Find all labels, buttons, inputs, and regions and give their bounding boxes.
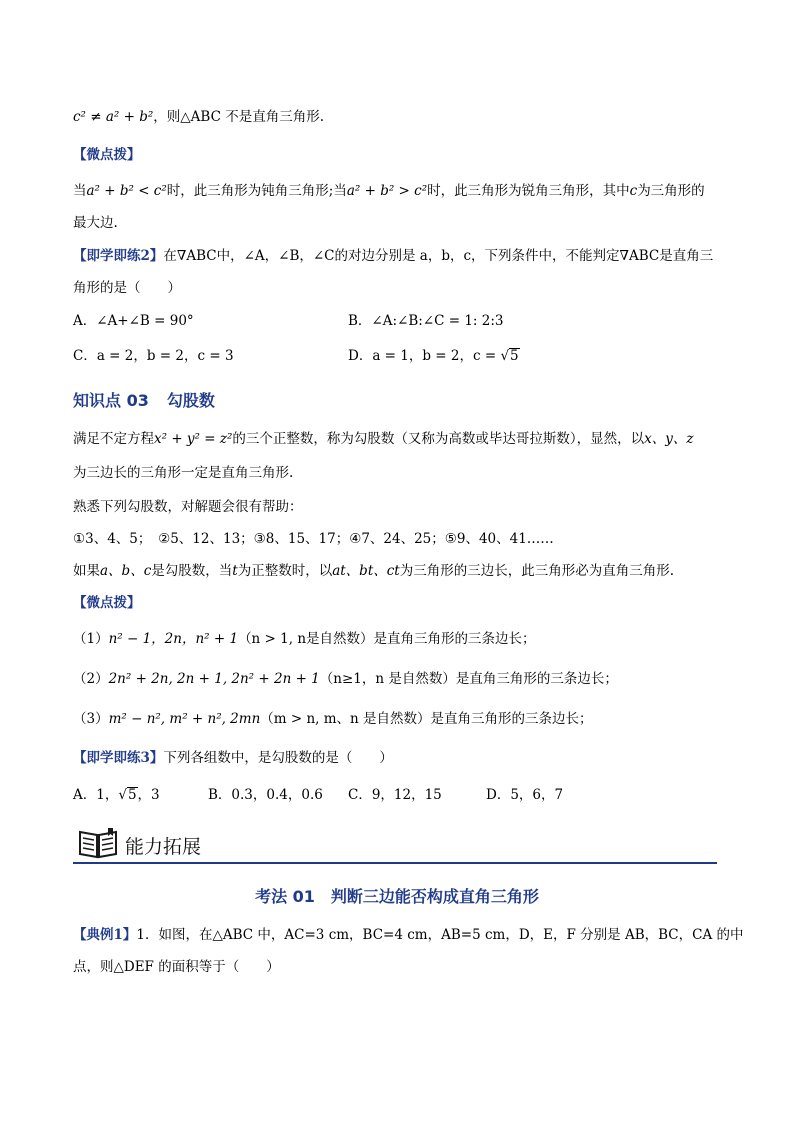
tip1-line2: 最大边. — [73, 215, 118, 231]
kp-triples-list: ①3、4、5； ②5、12、13；③8、15、17；④7、24、25；⑤9、40、41…… — [73, 531, 554, 547]
kp5-var-t: t — [232, 563, 238, 579]
exercise2-line2: 角形的是（ ） — [73, 280, 181, 296]
tip1-text-a: 当 — [73, 183, 87, 199]
item3-formula: m² − n², m² + n², 2mn — [108, 711, 261, 727]
tip1-var-c: c — [629, 183, 638, 199]
example1-question: 1．如图，在△ABC 中，AC=3 cm，BC=4 cm，AB=5 cm，D，E，F 分别是 AB，BC，CA 的中 — [136, 927, 744, 943]
banner-divider — [73, 862, 717, 864]
option-a-prefix: A．1， — [73, 787, 119, 803]
tip1-text-c: 时，此三角形为锐角三角形，其中 — [427, 183, 630, 199]
example1-line1 — [73, 926, 744, 944]
sqrt-symbol: √ — [500, 348, 510, 364]
exercise2-option-c: C．a = 2，b = 2，c = 3 — [73, 348, 234, 364]
kp-line1 — [73, 430, 723, 448]
tip-label-1: 【微点拨】 — [73, 147, 141, 163]
tip2-item2 — [73, 670, 723, 688]
item1-prefix: （1） — [73, 631, 109, 647]
kp5-text-b: 是勾股数，当 — [151, 563, 233, 579]
example1-line2: 点，则△DEF 的面积等于（ ） — [73, 959, 280, 975]
kp5-text-d: 为三角形的三边长，此三角形必为直角三角形. — [399, 563, 675, 579]
kp5-text-a: 如果 — [73, 563, 100, 579]
kp-line2: 为三边长的三角形一定是直角三角形. — [73, 465, 294, 481]
exercise3-option-a — [73, 786, 160, 804]
exercise3-question: 下列各组数中，是勾股数的是（ ） — [163, 750, 393, 766]
knowledge-point-number: 知识点 03 — [73, 391, 149, 410]
exercise2-option-d — [348, 347, 520, 365]
sqrt-radicand: 5 — [127, 787, 137, 803]
kp5-vars: a、b、c — [100, 563, 152, 579]
kp-vars: x、y、z — [644, 431, 694, 447]
tip1-formula-1: a² + b² < c² — [86, 183, 167, 199]
exercise3-option-c: C．9，12，15 — [348, 787, 442, 803]
intro-line — [73, 108, 723, 126]
kp-line3: 熟悉下列勾股数，对解题会很有帮助： — [73, 499, 303, 515]
sqrt-radicand: 5 — [510, 348, 519, 364]
tip1-text-b: 时，此三角形为钝角三角形;当 — [166, 183, 347, 199]
exercise3-label: 【即学即练3】 — [73, 750, 164, 766]
method-title: 判断三边能否构成直角三角形 — [330, 887, 539, 906]
kp5-scaled-vars: at、bt、ct — [332, 563, 400, 579]
exercise2-option-b: B．∠A:∠B:∠C = 1: 2:3 — [348, 313, 504, 329]
option-a-suffix: ，3 — [137, 787, 160, 803]
exercise3-option-d: D．5，6，7 — [486, 787, 564, 803]
kp-line5 — [73, 562, 723, 580]
sqrt-symbol: √ — [118, 787, 127, 803]
item2-prefix: （2） — [73, 671, 109, 687]
exercise2-option-a: A．∠A+∠B = 90° — [73, 313, 194, 329]
exercise3-line — [73, 749, 723, 767]
exercise2-line1 — [73, 247, 723, 265]
item3-prefix: （3） — [73, 711, 109, 727]
item1-formula: n² − 1，2n，n² + 1 — [108, 631, 239, 647]
intro-text: ，则△ABC 不是直角三角形. — [153, 109, 324, 125]
kp-text-a: 满足不定方程 — [73, 431, 154, 447]
exercise2-question: 在∇ABC中，∠A，∠B，∠C的对边分别是 a，b，c，下列条件中，不能判定∇ABC是直角三 — [163, 248, 714, 264]
item2-condition: （n≥1，n 是自然数）是直角三角形的三条边长； — [319, 671, 618, 687]
method-number: 考法 01 — [255, 887, 315, 906]
knowledge-point-heading — [73, 388, 215, 411]
section-banner — [73, 822, 717, 864]
tip1-line1 — [73, 182, 723, 200]
kp5-text-c: 为正整数时，以 — [237, 563, 333, 579]
exercise3-option-b: B．0.3，0.4，0.6 — [208, 787, 323, 803]
item2-formula: 2n² + 2n, 2n + 1, 2n² + 2n + 1 — [108, 671, 320, 687]
exercise2-label: 【即学即练2】 — [73, 248, 164, 264]
inequality-formula: c² ≠ a² + b² — [73, 109, 154, 125]
tip2-item1 — [73, 630, 723, 648]
tip2-item3 — [73, 710, 723, 728]
item1-condition: （n > 1, n是自然数）是直角三角形的三条边长； — [238, 631, 536, 647]
option-d-prefix: D．a = 1，b = 2，c = — [348, 348, 501, 364]
item3-condition: （m > n, m、n 是自然数）是直角三角形的三条边长； — [260, 711, 593, 727]
tip1-text-d: 为三角形的 — [637, 183, 705, 199]
method-heading — [0, 884, 794, 907]
knowledge-point-title: 勾股数 — [166, 391, 215, 410]
example1-label: 【典例1】 — [73, 927, 137, 943]
kp-equation: x² + y² = z² — [154, 431, 233, 447]
kp-text-b: 的三个正整数，称为勾股数（又称为高数或毕达哥拉斯数），显然，以 — [232, 431, 645, 447]
tip-label-2: 【微点拨】 — [73, 595, 141, 611]
tip1-formula-2: a² + b² > c² — [346, 183, 428, 199]
book-icon — [77, 826, 119, 860]
banner-title: 能力拓展 — [125, 836, 202, 858]
